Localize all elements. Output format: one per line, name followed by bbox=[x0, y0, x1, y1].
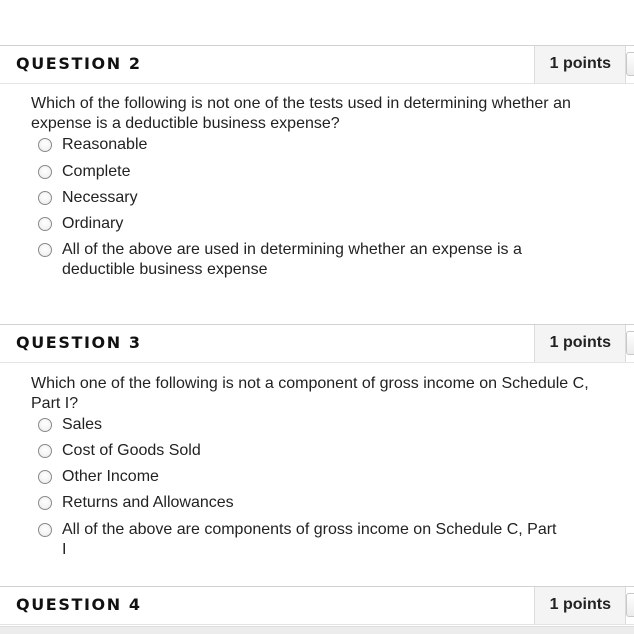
points-label: 1 points bbox=[549, 55, 611, 72]
radio-button[interactable] bbox=[38, 165, 52, 179]
save-answer-button[interactable] bbox=[626, 52, 634, 76]
points-box bbox=[534, 46, 626, 83]
radio-button[interactable] bbox=[38, 217, 52, 231]
option-label[interactable]: Necessary bbox=[62, 189, 138, 206]
radio-button[interactable] bbox=[38, 243, 52, 257]
points-box bbox=[534, 587, 626, 624]
radio-button[interactable] bbox=[38, 418, 52, 432]
question-text: Which of the following is not one of the tests used in determining whether an expense is a deductible business expense? bbox=[31, 95, 571, 132]
radio-button[interactable] bbox=[38, 523, 52, 537]
option-label[interactable]: Other Income bbox=[62, 468, 159, 485]
question-2 bbox=[0, 45, 634, 278]
save-answer-button[interactable] bbox=[626, 593, 634, 617]
question-header bbox=[0, 45, 634, 84]
option-label[interactable]: Complete bbox=[62, 163, 131, 180]
option-label[interactable]: Cost of Goods Sold bbox=[62, 442, 201, 459]
question-title: QUESTION 4 bbox=[16, 595, 142, 614]
radio-button[interactable] bbox=[38, 191, 52, 205]
question-3 bbox=[0, 324, 634, 558]
radio-button[interactable] bbox=[38, 470, 52, 484]
radio-button[interactable] bbox=[38, 444, 52, 458]
question-title: QUESTION 3 bbox=[16, 333, 142, 352]
save-answer-button[interactable] bbox=[626, 331, 634, 355]
question-header bbox=[0, 324, 634, 363]
option-label[interactable]: Ordinary bbox=[62, 215, 124, 232]
question-4 bbox=[0, 586, 634, 625]
option-label[interactable]: All of the above are used in determining whether an expense is a deductible business expense bbox=[62, 241, 522, 278]
radio-button[interactable] bbox=[38, 496, 52, 510]
points-box bbox=[534, 325, 626, 362]
option-label[interactable]: Sales bbox=[62, 416, 103, 433]
option-label[interactable]: Reasonable bbox=[62, 136, 148, 153]
points-label: 1 points bbox=[549, 334, 611, 351]
question-header bbox=[0, 586, 634, 625]
option-label[interactable]: All of the above are components of gross income on Schedule C, Part I bbox=[62, 521, 557, 558]
points-label: 1 points bbox=[549, 596, 611, 613]
question-text: Which one of the following is not a component of gross income on Schedule C, Part I? bbox=[31, 375, 589, 412]
question-title: QUESTION 2 bbox=[16, 54, 142, 73]
divider bbox=[0, 626, 634, 634]
option-label[interactable]: Returns and Allowances bbox=[62, 494, 234, 511]
radio-button[interactable] bbox=[38, 138, 52, 152]
